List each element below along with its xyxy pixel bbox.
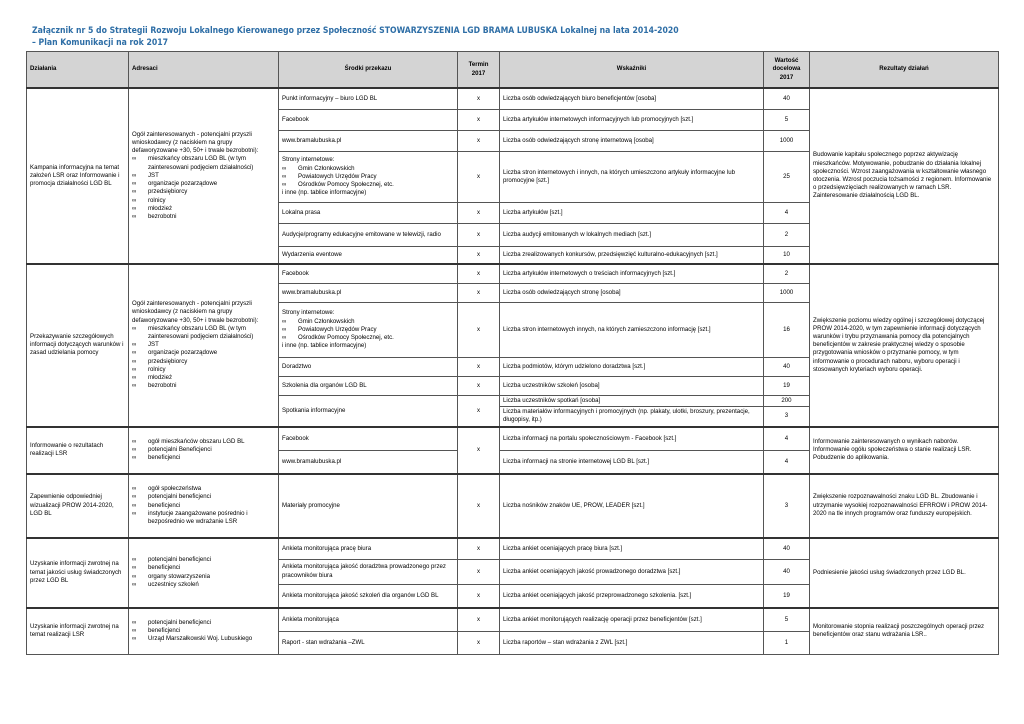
indicator-cell: Liczba ankiet oceniających jakość prowadzonego doradztwa [szt.] <box>500 559 764 584</box>
channel-intro: Strony internetowe: <box>282 309 335 317</box>
channel-item: ∞ Ośrodków Pomocy Społecznej, etc. <box>282 334 454 342</box>
target-value-cell: 16 <box>764 303 810 358</box>
target-value-cell: 10 <box>764 247 810 265</box>
term-cell: x <box>458 427 500 474</box>
term-cell: x <box>458 110 500 131</box>
term-cell: x <box>458 247 500 265</box>
header-termin: Termin 2017 <box>458 52 500 89</box>
addressees-intro: Ogół zainteresowanych - potencjalni przyszli wnioskodawcy (z naciskiem na grupy defaworyzowane +30, 50+ i trwale bezrobotni): <box>132 300 259 324</box>
table-row <box>27 474 999 538</box>
channel-cell: Facebook <box>279 264 458 284</box>
addressee-item: ∞ przedsiębiorcy <box>132 188 275 196</box>
addressee-item: ∞ Urząd Marszałkowski Woj. Lubuskiego <box>132 635 275 643</box>
target-value-cell: 5 <box>764 608 810 632</box>
channel-cell: www.bramalubuska.pl <box>279 284 458 303</box>
result-cell: Budowanie kapitału społecznego poprzez aktywizację mieszkańców. Motywowanie, pobudzanie do działania lokalnej społeczności. Wzrost zaangażowania w kształtowanie własnego otoczenia. Wzrost poczucia tożsamości z regionem. Informowanie o przedsięwzięciach realizowanych w ramach LSR. Zainteresowanie działalnością LGD BL. <box>810 88 999 264</box>
channel-cell: Wydarzenia eventowe <box>279 247 458 265</box>
channel-cell: Ankieta monitorująca pracę biura <box>279 538 458 560</box>
target-value-cell: 19 <box>764 377 810 396</box>
table-row <box>27 427 999 451</box>
addressees-cell <box>129 427 279 474</box>
addressee-item: ∞ organy stowarzyszenia <box>132 573 275 581</box>
target-value-cell: 19 <box>764 584 810 608</box>
term-cell: x <box>458 608 500 632</box>
addressee-item: ∞ bezrobotni <box>132 213 275 221</box>
channel-cell: Ankieta monitorująca jakość szkoleń dla organów LGD BL <box>279 584 458 608</box>
term-cell: x <box>458 152 500 203</box>
addressee-item: ∞ beneficjenci <box>132 627 275 635</box>
term-cell: x <box>458 377 500 396</box>
channel-cell: Ankieta monitorująca <box>279 608 458 632</box>
addressee-item: ∞ potencjalni beneficjenci <box>132 493 275 501</box>
document-title <box>32 25 992 49</box>
target-value-cell: 2 <box>764 224 810 247</box>
indicator-cell: Liczba stron internetowych innych, na których zamieszczono informację [szt.] <box>500 303 764 358</box>
term-cell: x <box>458 131 500 152</box>
addressees-cell <box>129 264 279 427</box>
channel-cell: Spotkania informacyjne <box>279 396 458 427</box>
action-cell: Przekazywanie szczegółowych informacji dotyczących warunków i zasad udzielania pomocy <box>27 264 129 427</box>
addressees-list <box>132 485 275 526</box>
target-value-cell: 3 <box>764 474 810 538</box>
indicator-cell: Liczba artykułów internetowych informacyjnych lub promocyjnych [szt.] <box>500 110 764 131</box>
indicator-cell: Liczba informacji na portalu społecznościowym - Facebook [szt.] <box>500 427 764 451</box>
target-value-cell: 25 <box>764 152 810 203</box>
header-wskazniki: Wskaźniki <box>500 52 764 89</box>
target-value-cell: 5 <box>764 110 810 131</box>
addressee-item: ∞ JST <box>132 172 275 180</box>
channel-cell: Szkolenia dla organów LGD BL <box>279 377 458 396</box>
result-cell: Zwiększenie rozpoznawalności znaku LGD BL. Zbudowanie i utrzymanie wysokiej rozpoznawalności EFRROW i PROW 2014-2020 na tle innych programów oraz funduszy europejskich. <box>810 474 999 538</box>
table-row <box>27 538 999 560</box>
indicator-cell: Liczba nośników znaków UE, PROW, LEADER [szt.] <box>500 474 764 538</box>
indicator-cell: Liczba raportów – stan wdrażania z ZWL [szt.] <box>500 631 764 654</box>
result-cell: Zwiększenie poziomu wiedzy ogólnej i szczegółowej dotyczącej PROW 2014-2020, w tym zapewnienie informacji dotyczących warunków i trybu przyznawania pomocy dla potencjalnych beneficjentów w zakresie praktycznej wiedzy o sposobie przygotowania wniosków o przyznanie pomocy, w tym informowanie o procedurach naboru, wyboru operacji i stosowanych kryteriach wyboru operacji. <box>810 264 999 427</box>
addressees-list <box>132 619 275 644</box>
header-dzialania: Działania <box>27 52 129 89</box>
term-cell: x <box>458 264 500 284</box>
channel-cell: Facebook <box>279 110 458 131</box>
addressee-item: ∞ przedsiębiorcy <box>132 358 275 366</box>
indicator-cell: Liczba ankiet oceniających pracę biura [szt.] <box>500 538 764 560</box>
communication-plan-table <box>26 51 999 655</box>
addressee-item: ∞ instytucje zaangażowane pośrednio i bezpośrednio we wdrażanie LSR <box>132 510 275 526</box>
term-cell: x <box>458 358 500 377</box>
addressee-item: ∞ mieszkańcy obszaru LGD BL (w tym zainteresowani podjęciem działalności) <box>132 155 275 171</box>
term-cell: x <box>458 474 500 538</box>
target-value-cell: 40 <box>764 538 810 560</box>
channel-cell: Audycje/programy edukacyjne emitowane w telewizji, radio <box>279 224 458 247</box>
channel-cell <box>279 303 458 358</box>
header-wartosc: Wartość docelowa 2017 <box>764 52 810 89</box>
indicator-cell: Liczba ankiet oceniających jakość przeprowadzonego szkolenia. [szt.] <box>500 584 764 608</box>
indicator-cell: Liczba informacji na stronie internetowej LGD BL [szt.] <box>500 450 764 474</box>
header-adresaci: Adresaci <box>129 52 279 89</box>
result-cell: Podniesienie jakości usług świadczonych przez LGD BL. <box>810 538 999 608</box>
addressee-item: ∞ potencjalni Beneficjenci <box>132 446 275 454</box>
term-cell: x <box>458 284 500 303</box>
action-cell: Informowanie o rezultatach realizacji LSR <box>27 427 129 474</box>
table-row <box>27 88 999 110</box>
action-cell: Kampania informacyjna na temat założeń LSR oraz Informowanie i promocja działalności LGD BL <box>27 88 129 264</box>
addressees-list <box>132 325 275 391</box>
addressee-item: ∞ beneficjenci <box>132 502 275 510</box>
addressee-item: ∞ uczestnicy szkoleń <box>132 581 275 589</box>
term-cell: x <box>458 88 500 110</box>
channel-cell: www.bramalubuska.pl <box>279 450 458 474</box>
addressee-item: ∞ młodzież <box>132 205 275 213</box>
addressees-cell <box>129 608 279 655</box>
target-value-cell: 40 <box>764 559 810 584</box>
addressee-item: ∞ beneficjenci <box>132 454 275 462</box>
channel-cell: Raport - stan wdrażania –ZWL <box>279 631 458 654</box>
term-cell: x <box>458 224 500 247</box>
indicator-cell: Liczba osób odwiedzających stronę [osoba] <box>500 284 764 303</box>
channel-item: ∞ Gmin Członkowskich <box>282 165 454 173</box>
channel-item: ∞ Gmin Członkowskich <box>282 318 454 326</box>
addressee-item: ∞ młodzież <box>132 374 275 382</box>
channel-cell: Lokalna prasa <box>279 203 458 224</box>
target-value-cell: 4 <box>764 450 810 474</box>
target-value-cell: 40 <box>764 358 810 377</box>
addressee-item: ∞ JST <box>132 341 275 349</box>
term-cell: x <box>458 538 500 560</box>
indicator-cell: Liczba osób odwiedzających stronę internetową [osoba] <box>500 131 764 152</box>
result-cell: Monitorowanie stopnia realizacji poszczególnych operacji przez beneficjentów oraz stanu wdrażania LSR.. <box>810 608 999 655</box>
term-cell: x <box>458 303 500 358</box>
target-value-cell: 1 <box>764 631 810 654</box>
indicator-cell: Liczba audycji emitowanych w lokalnych mediach [szt.] <box>500 224 764 247</box>
channel-cell: www.bramalubuska.pl <box>279 131 458 152</box>
addressee-item: ∞ potencjalni beneficjenci <box>132 556 275 564</box>
channel-outro: i inne (np. tablice informacyjne) <box>282 189 367 197</box>
term-cell: x <box>458 559 500 584</box>
addressees-list <box>132 556 275 589</box>
header-srodki: Środki przekazu <box>279 52 458 89</box>
addressees-cell <box>129 538 279 608</box>
addressees-list <box>132 438 275 463</box>
action-cell: Zapewnienie odpowiedniej wizualizacji PROW 2014-2020, LGD BL <box>27 474 129 538</box>
addressee-item: ∞ organizacje pozarządowe <box>132 349 275 357</box>
target-value-cell: 2 <box>764 264 810 284</box>
channel-cell: Ankieta monitorująca jakość doradztwa prowadzonego przez pracowników biura <box>279 559 458 584</box>
result-cell: Informowanie zainteresowanych o wynikach naborów. Informowanie ogółu społeczeństwa o stanie realizacji LSR. Pobudzenie do aplikowania. <box>810 427 999 474</box>
term-cell: x <box>458 396 500 427</box>
channel-list <box>282 318 454 343</box>
indicator-cell: Liczba artykułów [szt.] <box>500 203 764 224</box>
channel-cell: Doradztwo <box>279 358 458 377</box>
channel-item: ∞ Ośrodków Pomocy Społecznej, etc. <box>282 181 454 189</box>
indicator-cell: Liczba uczestników szkoleń [osoba] <box>500 377 764 396</box>
addressee-item: ∞ beneficjenci <box>132 564 275 572</box>
addressee-item: ∞ mieszkańcy obszaru LGD BL (w tym zainteresowani podjęciem działalności) <box>132 325 275 341</box>
channel-item: ∞ Powiatowych Urzędów Pracy <box>282 326 454 334</box>
channel-cell: Materiały promocyjne <box>279 474 458 538</box>
indicator-cell: Liczba uczestników spotkań [osoba] <box>500 396 764 407</box>
channel-item: ∞ Powiatowych Urzędów Pracy <box>282 173 454 181</box>
header-row <box>27 52 999 89</box>
addressee-item: ∞ rolnicy <box>132 366 275 374</box>
term-cell: x <box>458 631 500 654</box>
addressee-item: ∞ ogół mieszkańców obszaru LGD BL <box>132 438 275 446</box>
channel-outro: i inne (np. tablice informacyjne) <box>282 342 367 350</box>
indicator-cell: Liczba artykułów internetowych o treściach informacyjnych [szt.] <box>500 264 764 284</box>
addressee-item: ∞ ogół społeczeństwa <box>132 485 275 493</box>
channel-list <box>282 165 454 190</box>
addressees-list <box>132 155 275 221</box>
title-line-2: – Plan Komunikacji na rok 2017 <box>32 38 168 48</box>
indicator-cell: Liczba zrealizowanych konkursów, przedsięwzięć kulturalno-edukacyjnych [szt.] <box>500 247 764 265</box>
indicator-cell: Liczba stron internetowych i innych, na których umieszczono artykuły informacyjne lub promocyjne [szt.] <box>500 152 764 203</box>
channel-cell: Punkt informacyjny – biuro LGD BL <box>279 88 458 110</box>
indicator-cell: Liczba materiałów informacyjnych i promocyjnych (np. plakaty, ulotki, broszury, prezentacje, długopisy, itp.) <box>500 407 764 427</box>
target-value-cell: 4 <box>764 427 810 451</box>
action-cell: Uzyskanie informacji zwrotnej na temat jakości usług świadczonych przez LGD BL <box>27 538 129 608</box>
table-row <box>27 608 999 632</box>
addressee-item: ∞ bezrobotni <box>132 382 275 390</box>
target-value-cell: 1000 <box>764 284 810 303</box>
channel-cell: Facebook <box>279 427 458 451</box>
addressee-item: ∞ rolnicy <box>132 197 275 205</box>
table-body <box>27 88 999 654</box>
header-rezultaty: Rezultaty działań <box>810 52 999 89</box>
addressees-intro: Ogół zainteresowanych - potencjalni przyszli wnioskodawcy (z naciskiem na grupy defaworyzowane +30, 50+ i trwale bezrobotni): <box>132 130 259 155</box>
table-row <box>27 264 999 284</box>
action-cell: Uzyskanie informacji zwrotnej na temat realizacji LSR <box>27 608 129 655</box>
target-value-cell: 4 <box>764 203 810 224</box>
term-cell: x <box>458 203 500 224</box>
target-value-cell: 3 <box>764 407 810 427</box>
addressees-cell <box>129 88 279 264</box>
title-line-1: Załącznik nr 5 do Strategii Rozwoju Lokalnego Kierowanego przez Społeczność STOWARZYSZENIA LGD BRAMA LUBUSKA Lokalnej na lata 2014-2020 <box>32 26 679 36</box>
addressees-cell <box>129 474 279 538</box>
indicator-cell: Liczba podmiotów, którym udzielono doradztwa [szt.] <box>500 358 764 377</box>
indicator-cell: Liczba osób odwiedzających biuro beneficjentów [osoba] <box>500 88 764 110</box>
channel-cell <box>279 152 458 203</box>
term-cell: x <box>458 584 500 608</box>
indicator-cell: Liczba ankiet monitorujących realizację operacji przez beneficjentów [szt.] <box>500 608 764 632</box>
target-value-cell: 1000 <box>764 131 810 152</box>
addressee-item: ∞ potencjalni beneficjenci <box>132 619 275 627</box>
addressee-item: ∞ organizacje pozarządowe <box>132 180 275 188</box>
channel-intro: Strony internetowe: <box>282 156 335 164</box>
target-value-cell: 200 <box>764 396 810 407</box>
target-value-cell: 40 <box>764 88 810 110</box>
